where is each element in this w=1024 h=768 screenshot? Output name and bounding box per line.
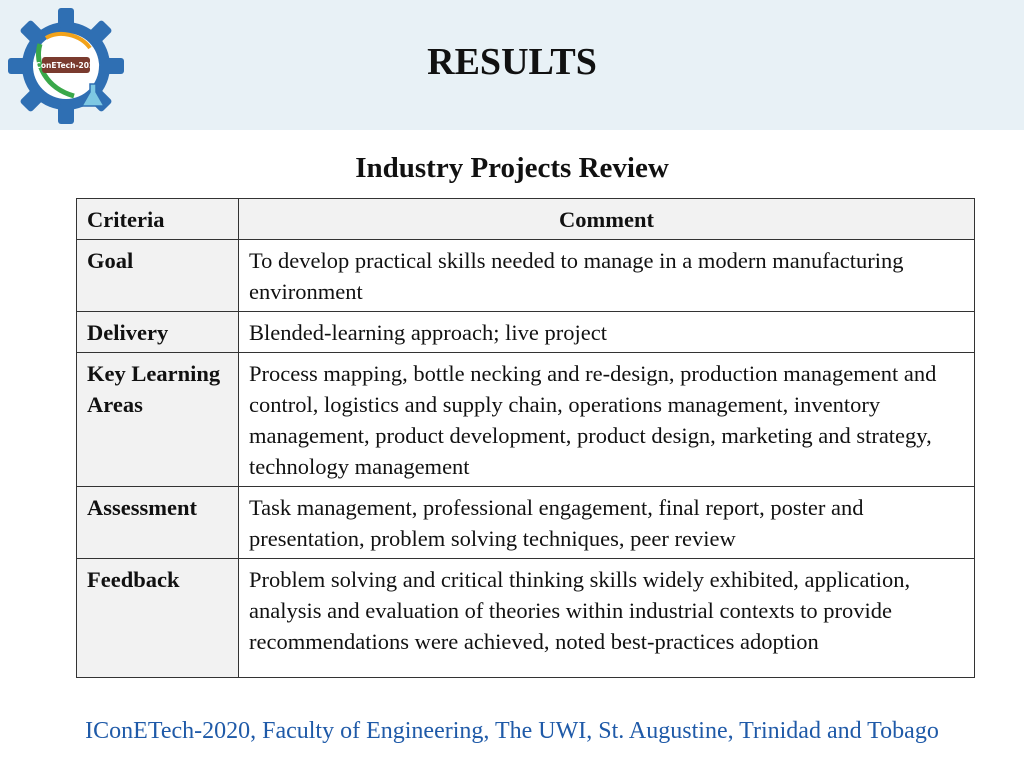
slide-title: RESULTS	[427, 41, 597, 83]
table-row	[77, 559, 975, 678]
criteria-header: Criteria	[77, 199, 239, 240]
review-table	[76, 198, 975, 678]
table-row	[77, 240, 975, 312]
table-row	[77, 312, 975, 353]
criteria-cell: Feedback	[77, 559, 239, 678]
criteria-cell: Key Learning Areas	[77, 353, 239, 487]
criteria-cell: Assessment	[77, 487, 239, 559]
comment-header: Comment	[239, 199, 975, 240]
comment-cell: To develop practical skills needed to manage in a modern manufacturing environment	[239, 240, 975, 312]
comment-cell: Task management, professional engagement, final report, poster and presentation, problem solving techniques, peer review	[239, 487, 975, 559]
criteria-cell: Delivery	[77, 312, 239, 353]
comment-cell: Blended-learning approach; live project	[239, 312, 975, 353]
table-header-row	[77, 199, 975, 240]
comment-cell: Problem solving and critical thinking skills widely exhibited, application, analysis and evaluation of theories within industrial contexts to provide recommendations were achieved, noted best-practices adoption	[239, 559, 975, 678]
table-row	[77, 353, 975, 487]
comment-cell: Process mapping, bottle necking and re-design, production management and control, logistics and supply chain, operations management, inventory management, product development, product design, marketing and strategy, technology management	[239, 353, 975, 487]
logo-text: IConETech-2020	[32, 61, 100, 70]
criteria-cell: Goal	[77, 240, 239, 312]
table-row	[77, 487, 975, 559]
footer-text: IConETech-2020, Faculty of Engineering, The UWI, St. Augustine, Trinidad and Tobago	[85, 718, 939, 744]
table-title: Industry Projects Review	[355, 152, 669, 184]
